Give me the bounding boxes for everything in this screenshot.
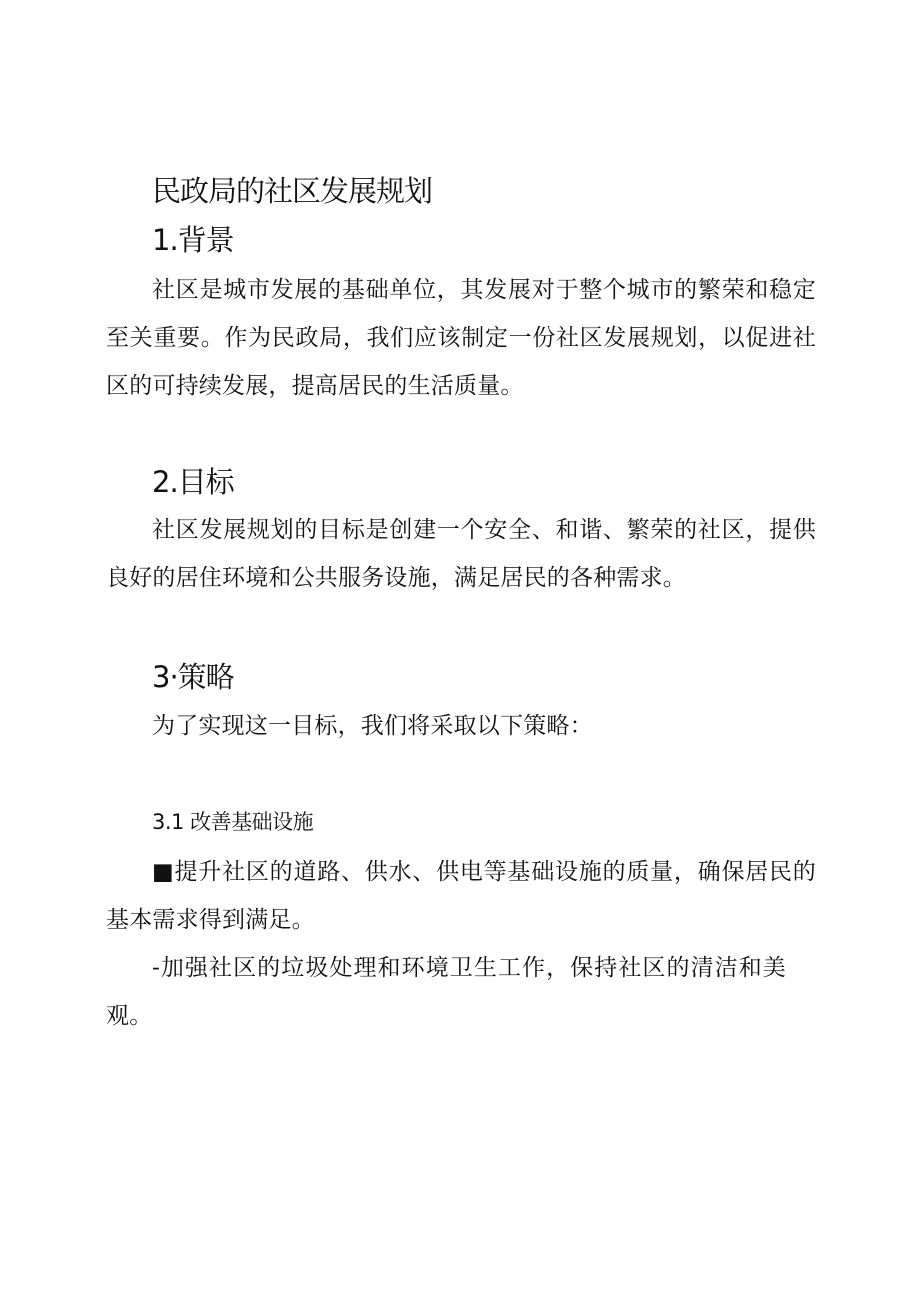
- section-body-strategy: 为了实现这一目标，我们将采取以下策略：: [152, 713, 593, 739]
- section-heading-strategy: 3·策略: [152, 660, 234, 694]
- document-title: 民政局的社区发展规划: [152, 174, 433, 208]
- section-body-background: 社区是城市发展的基础单位，其发展对于整个城市的繁荣和稳定至关重要。作为民政局，我们应该制定一份社区发展规划，以促进社区的可持续发展，提高居民的生活质量。: [106, 277, 816, 399]
- section-heading-background: 1.背景: [152, 223, 234, 257]
- section-heading-goals: 2.目标: [152, 465, 234, 499]
- list-item: ■提升社区的道路、供水、供电等基础设施的质量，确保居民的基本需求得到满足。: [106, 859, 816, 933]
- section-body-goals: 社区发展规划的目标是创建一个安全、和谐、繁荣的社区，提供良好的居住环境和公共服务设施，满足居民的各种需求。: [106, 517, 816, 591]
- subsection-heading-infrastructure: 3.1 改善基础设施: [152, 810, 314, 834]
- list-item: -加强社区的垃圾处理和环境卫生工作，保持社区的清洁和美观。: [106, 955, 786, 1029]
